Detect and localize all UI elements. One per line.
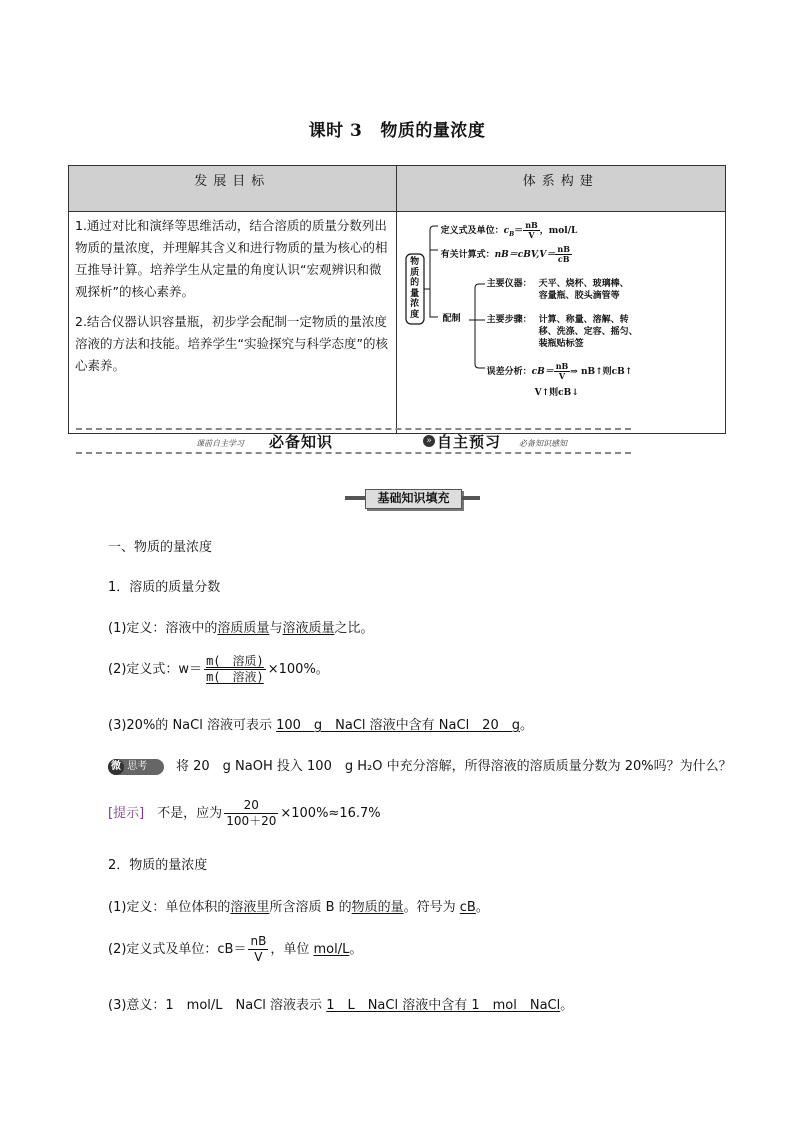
banner-separator-icon: »: [423, 435, 435, 447]
goal-1: 1.通过对比和演绎等思维活动，结合溶质的质量分数列出物质的量浓度，并理解其含义和进行物质的量为核心的相互推导计算。培养学生从定量的角度认识“宏观辨识和微观探析”的核心素养。: [75, 218, 388, 299]
instr-label: 主要仪器：: [486, 279, 532, 289]
banner-big-2: 自主预习: [437, 433, 502, 451]
def2-blank-3: cB: [459, 900, 476, 915]
def-row: [441, 221, 578, 240]
def2-suffix: 。符号为: [403, 900, 460, 915]
meaning: [108, 994, 573, 1013]
def2-mid: 所含溶质 B 的: [269, 900, 352, 915]
banner-left-small: 课前自主学习: [196, 439, 244, 448]
def2-blank-1: 溶液里: [230, 900, 270, 915]
def1-blank-2: 溶液质量: [282, 621, 335, 636]
def1-blank-1: 溶质质量: [217, 621, 270, 636]
formula1-suffix: ×100%。: [267, 662, 329, 677]
steps-text-2: 移、洗涤、定容、摇匀、: [538, 327, 638, 337]
instr-text-1: 天平、烧杯、玻璃棒、: [538, 279, 629, 289]
def1-prefix: (1)定义：溶液中的: [108, 621, 218, 636]
prep-label: 配制: [442, 314, 461, 324]
def1-mid: 与: [269, 621, 283, 636]
calc-label: 有关计算式：: [440, 250, 495, 260]
header-system: 体系构建: [396, 166, 725, 212]
banner-right-small: 必备知识感知: [519, 439, 567, 448]
section-badge: [345, 489, 480, 507]
def1-suffix: 之比。: [334, 621, 374, 636]
heading-1: 一、物质的量浓度: [108, 540, 213, 555]
banner-line-bottom: [76, 452, 631, 454]
meaning-blank: 1 L NaCl 溶液中含有 1 mol NaCl: [326, 998, 561, 1013]
hint-label: [提示]: [108, 806, 145, 821]
formula1-den: m( 溶液): [206, 670, 264, 684]
def-sub: B: [509, 230, 515, 238]
steps-text-3: 装瓶贴标签: [538, 339, 584, 349]
goal-2: 2.结合仪器认识容量瓶，初步学会配制一定物质的量浓度溶液的方法和技能。培养学生“实验探究与科学态度”的核心素养。: [75, 314, 388, 373]
banner-big-1: 必备知识: [269, 433, 334, 451]
ex1-prefix: (3)20%的 NaCl 溶液可表示: [108, 718, 277, 733]
ex1-suffix: 。: [519, 718, 533, 733]
think-badge-text: 思考: [127, 760, 148, 772]
steps-text-1: 计算、称量、溶解、转: [538, 315, 629, 325]
def-den: V: [528, 230, 535, 240]
diagram-root: 物质的量浓度: [410, 257, 420, 320]
def-formula: c: [503, 226, 510, 236]
def2-prefix: (1)定义：单位体积的: [108, 900, 231, 915]
def-unit: ，mol/L: [539, 226, 578, 236]
calc-row: [441, 245, 572, 264]
hint-num: 20: [224, 798, 278, 814]
definition-1: [108, 617, 373, 636]
example-1: [108, 714, 533, 733]
formula1-prefix: (2)定义式：w＝: [108, 662, 203, 677]
err-text-2: V↑则cB↓: [534, 388, 579, 398]
definition-2: [108, 896, 489, 915]
lesson-name: 物质的量浓度: [380, 121, 486, 141]
think-text: 将 20 g NaOH 投入 100 g H₂O 中充分溶解，所得溶液的溶质质量分数为 20%吗？为什么？: [176, 759, 732, 774]
formula2-mid: ，单位: [270, 942, 314, 957]
formula1-num: m( 溶质): [206, 654, 264, 668]
page-title: [0, 116, 794, 141]
section-banner: [76, 430, 631, 452]
hint-suffix: ×100%≈16.7%: [280, 806, 381, 821]
def-num: nB: [525, 220, 538, 230]
meaning-end: 。: [560, 998, 574, 1013]
meaning-prefix: (3)意义：1 mol/L NaCl 溶液表示: [108, 998, 327, 1013]
goals-table: [68, 165, 726, 434]
section-badge-label: 基础知识填充: [365, 489, 462, 509]
badge-bar-left: [345, 496, 365, 500]
err-text: ⇒ nB↑则cB↑: [570, 367, 633, 377]
calc-formula: nB＝cBV,V＝: [494, 250, 556, 260]
err-num: nB: [555, 361, 569, 371]
hint-line: [108, 798, 381, 829]
err-row: [487, 362, 633, 381]
badge-bar-right: [462, 496, 480, 500]
calc-num: nB: [557, 244, 570, 254]
heading-concentration: 2．物质的量浓度: [108, 858, 208, 873]
think-question: [108, 755, 732, 775]
formula2-num: nB: [250, 934, 267, 948]
hint-den: 100＋20: [226, 814, 277, 828]
concept-diagram: [396, 212, 725, 434]
steps-label: 主要步骤：: [486, 315, 532, 325]
instr-text-2: 容量瓶、胶头滴管等: [538, 291, 620, 301]
calc-den: cB: [557, 254, 570, 264]
hint-text: 不是，应为: [157, 806, 223, 821]
formula-2: [108, 934, 362, 965]
formula2-unit: mol/L: [313, 942, 350, 957]
think-badge-w: 微: [108, 759, 124, 775]
formula2-prefix: (2)定义式及单位：cB＝: [108, 942, 247, 957]
err-label: 误差分析：: [486, 367, 532, 377]
heading-mass-fraction: 1．溶质的质量分数: [108, 580, 221, 595]
lesson-number: 课时 3: [308, 121, 363, 141]
formula2-end: 。: [349, 942, 363, 957]
err-den: V: [558, 371, 566, 381]
formula2-den: V: [254, 950, 263, 964]
goals-cell: [69, 212, 397, 434]
def-eq: ＝: [514, 226, 524, 236]
header-goals: 发展目标: [69, 166, 397, 212]
def2-blank-2: 物质的量: [351, 900, 404, 915]
def-label: 定义式及单位：: [440, 226, 504, 236]
ex1-blank: 100 g NaCl 溶液中含有 NaCl 20 g: [276, 718, 520, 733]
err-formula: cB＝: [531, 367, 554, 377]
formula-1: [108, 654, 329, 685]
think-badge: [108, 759, 164, 775]
def2-end: 。: [475, 900, 489, 915]
